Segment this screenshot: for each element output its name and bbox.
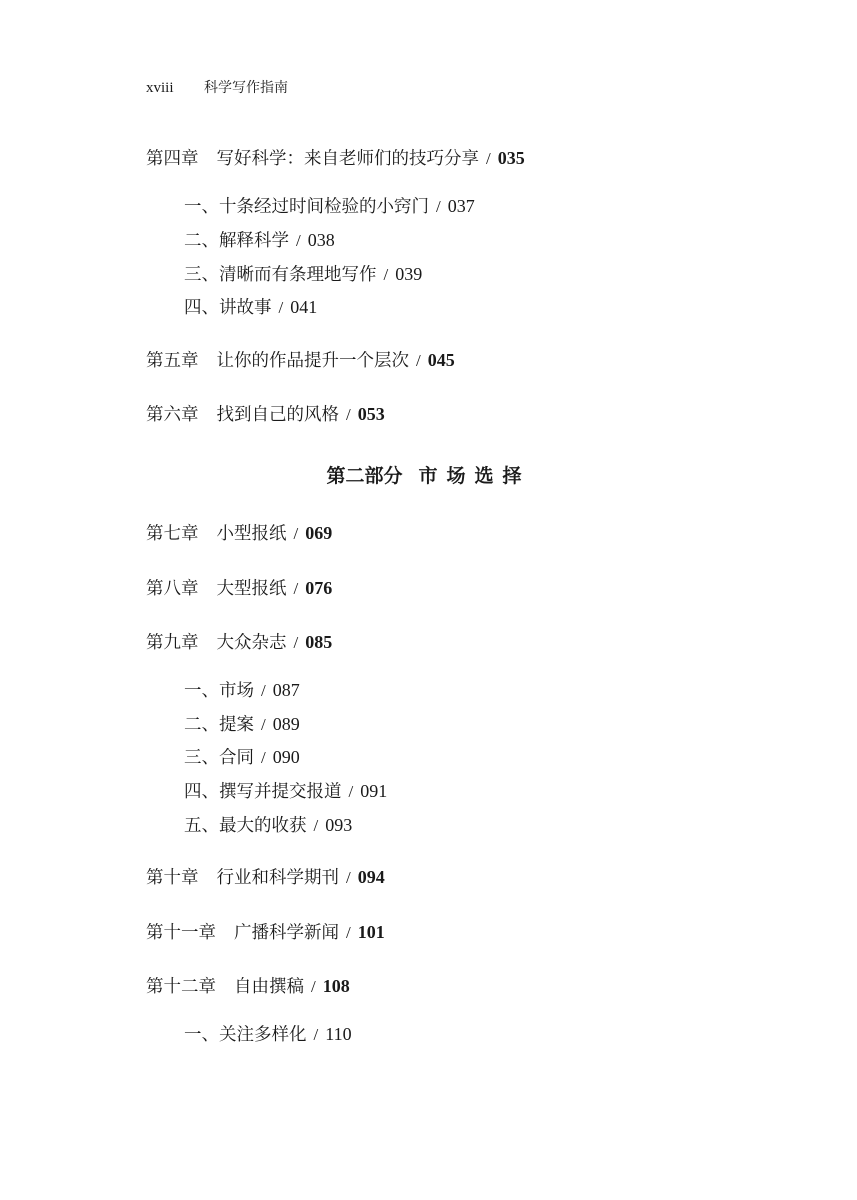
- chapter-page: 108: [322, 976, 350, 996]
- section-page: 091: [360, 781, 388, 801]
- separator: /: [313, 1025, 319, 1044]
- toc-section[interactable]: [184, 1022, 352, 1047]
- chapter-page: 053: [357, 404, 385, 424]
- section-page: 041: [290, 297, 318, 317]
- chapter-page: 101: [357, 922, 385, 942]
- chapter-number: 第十二章: [146, 977, 216, 997]
- toc-section[interactable]: [184, 745, 300, 770]
- section-title: 二、提案: [184, 715, 254, 735]
- separator: /: [261, 748, 266, 767]
- separator: /: [416, 351, 421, 370]
- section-title: 三、合同: [184, 748, 254, 768]
- section-page: 039: [395, 264, 423, 284]
- separator: /: [293, 524, 299, 543]
- separator: /: [313, 816, 319, 835]
- separator: /: [346, 405, 351, 424]
- chapter-number: 第五章: [146, 351, 199, 371]
- toc-chapter-8[interactable]: [146, 576, 332, 601]
- chapter-number: 第六章: [146, 405, 199, 425]
- section-title: 三、清晰而有条理地写作: [184, 265, 377, 285]
- section-title: 二、解释科学: [184, 231, 289, 251]
- separator: /: [348, 782, 354, 801]
- section-page: 038: [307, 230, 335, 250]
- separator: /: [311, 977, 316, 996]
- chapter-number: 第四章: [146, 149, 199, 169]
- section-page: 037: [447, 196, 475, 216]
- toc-chapter-5[interactable]: [146, 348, 455, 373]
- separator: /: [278, 298, 284, 317]
- toc-section[interactable]: [184, 228, 335, 253]
- toc-section[interactable]: [184, 712, 300, 737]
- chapter-page: 094: [357, 867, 385, 887]
- chapter-number: 第十一章: [146, 923, 216, 943]
- chapter-number: 第七章: [146, 524, 199, 544]
- section-page: 089: [272, 714, 300, 734]
- toc-section[interactable]: [184, 779, 387, 804]
- separator: /: [383, 265, 389, 284]
- separator: /: [296, 231, 301, 250]
- chapter-page: 076: [305, 578, 333, 598]
- chapter-title: 广播科学新闻: [234, 923, 339, 943]
- toc-chapter-11[interactable]: [146, 920, 385, 945]
- separator: /: [293, 633, 299, 652]
- chapter-number: 第十章: [146, 868, 199, 888]
- section-title: 四、撰写并提交报道: [184, 782, 342, 802]
- separator: /: [293, 579, 299, 598]
- separator: /: [261, 681, 266, 700]
- section-title: 一、市场: [184, 681, 254, 701]
- part-name: 市场选择: [418, 465, 531, 487]
- section-page: 110: [325, 1024, 352, 1044]
- toc-section[interactable]: [184, 295, 317, 320]
- chapter-title: 大众杂志: [216, 633, 287, 653]
- chapter-number: 第九章: [146, 633, 199, 653]
- toc-section[interactable]: [184, 262, 422, 287]
- chapter-title: 自由撰稿: [234, 977, 304, 997]
- section-title: 一、关注多样化: [184, 1025, 307, 1045]
- chapter-page: 045: [427, 350, 455, 370]
- separator: /: [346, 923, 351, 942]
- page-folio: xviii: [146, 80, 174, 96]
- chapter-page: 069: [305, 523, 333, 543]
- toc-section[interactable]: [184, 194, 475, 219]
- toc-chapter-7[interactable]: [146, 521, 332, 546]
- section-page: 090: [272, 747, 300, 767]
- chapter-title: 写好科学：来自老师们的技巧分享: [216, 149, 479, 169]
- section-title: 一、十条经过时间检验的小窍门: [184, 197, 429, 217]
- chapter-title: 找到自己的风格: [216, 405, 339, 425]
- toc-chapter-9[interactable]: [146, 630, 332, 655]
- running-header: [146, 78, 288, 98]
- separator: /: [436, 197, 441, 216]
- chapter-number: 第八章: [146, 579, 199, 599]
- toc-section[interactable]: [184, 813, 352, 838]
- chapter-page: 035: [497, 148, 525, 168]
- part-label: 第二部分: [326, 465, 403, 487]
- separator: /: [346, 868, 351, 887]
- toc-chapter-4[interactable]: [146, 146, 525, 171]
- chapter-title: 让你的作品提升一个层次: [216, 351, 409, 371]
- section-page: 093: [325, 815, 353, 835]
- toc-chapter-10[interactable]: [146, 865, 385, 890]
- toc-chapter-6[interactable]: [146, 402, 385, 427]
- section-title: 五、最大的收获: [184, 816, 307, 836]
- separator: /: [261, 715, 266, 734]
- chapter-title: 大型报纸: [216, 579, 287, 599]
- chapter-title: 小型报纸: [216, 524, 287, 544]
- toc-section[interactable]: [184, 678, 300, 703]
- chapter-page: 085: [305, 632, 333, 652]
- book-title: 科学写作指南: [204, 80, 288, 96]
- toc-chapter-12[interactable]: [146, 974, 350, 999]
- part-title: [0, 462, 857, 490]
- section-page: 087: [272, 680, 300, 700]
- section-title: 四、讲故事: [184, 298, 272, 318]
- chapter-title: 行业和科学期刊: [216, 868, 339, 888]
- separator: /: [486, 149, 491, 168]
